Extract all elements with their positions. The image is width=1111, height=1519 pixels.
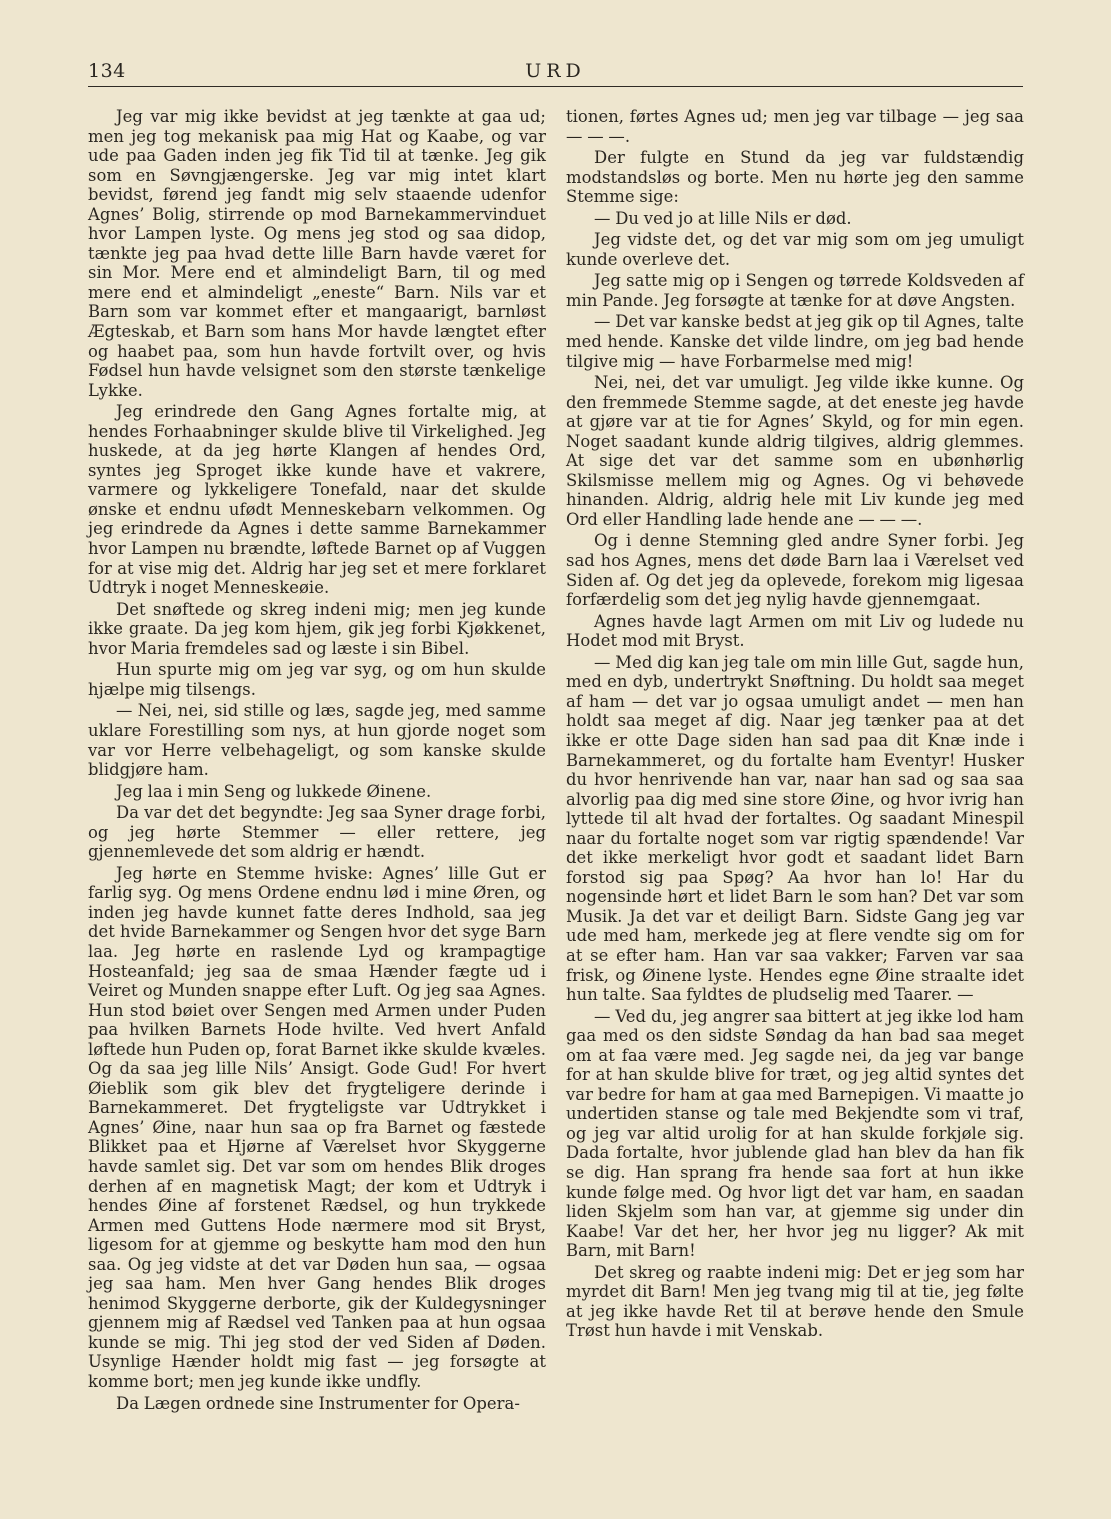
paragraph: — Du ved jo at lille Nils er død. [594, 208, 852, 228]
paragraph: Jeg laa i min Seng og lukkede Øinene. [116, 781, 432, 801]
paragraph: Der fulgte en Stund da jeg var fuldstændig modstandsløs og borte. Men nu hørte jeg den samme Stemme sige: [566, 148, 1024, 207]
paragraph: Da Lægen ordnede sine Instrumenter for Opera- [116, 1393, 520, 1413]
paragraph: tionen, førtes Agnes ud; men jeg var tilbage — jeg saa — — —. [566, 107, 1024, 146]
paragraph: Det skreg og raabte indeni mig: Det er jeg som har myrdet dit Barn! Men jeg tvang mig til at tie, jeg følte at jeg ikke havde Ret til at berøve hende den Smule Trøst hun havde i mit Venskab. [566, 1262, 1024, 1341]
paragraph: Nei, nei, det var umuligt. Jeg vilde ikke kunne. Og den fremmede Stemme sagde, at det eneste jeg havde at gjøre var at tie for Agnes’ Skyld, og for min egen. Noget saadant kunde aldrig tilgives, aldrig glemmes. At sige det var det samme som en ubønhørlig Skilsmisse mellem mig og Agnes. Og vi behøvede hinanden. Aldrig, aldrig hele mit Liv kunde jeg med Ord eller Handling lade hende ane — — —. [566, 373, 1024, 529]
paragraph: Jeg satte mig op i Sengen og tørrede Koldsveden af min Pande. Jeg forsøgte at tænke for at døve Angsten. [566, 271, 1024, 310]
paragraph: — Med dig kan jeg tale om min lille Gut, sagde hun, med en dyb, undertrykt Snøftning. Du holdt saa meget af ham — det var jo ogsaa umuligt andet — men han holdt saa meget af dig. Naar jeg tænker paa at det ikke er otte Dage siden han sad paa dit Knæ inde i Barnekammeret, og du fortalte ham Eventyr! Husker du hvor henrivende han var, naar han sad og saa saa alvorlig paa dig med sine store Øine, og hvor ivrig han lyttede til alt hvad der fortaltes. Og saadant Minespil naar du fortalte noget som var rigtig spændende! Var det ikke merkeligt hvor godt et saadant lidet Barn forstod sig paa Spøg? Aa hvor han lo! Har du nogensinde hørt et lidet Barn le som han? Det var som Musik. Ja det var et deiligt Barn. Sidste Gang jeg var ude med ham, merkede jeg at flere vendte sig om for at se efter ham. Han var saa vakker; Farven var saa frisk, og Øinene lyste. Hendes egne Øine straalte idet hun talte. Saa fyldtes de pludselig med Taarer. — [566, 652, 1024, 1005]
journal-title: URD [525, 60, 586, 82]
paragraph: Det snøftede og skreg indeni mig; men jeg kunde ikke graate. Da jeg kom hjem, gik jeg forbi Kjøkkenet, hvor Maria fremdeles sad og læste i sin Bibel. [88, 599, 546, 658]
page-header [88, 60, 1023, 87]
paragraph: Jeg vidste det, og det var mig som om jeg umuligt kunde overleve det. [566, 230, 1024, 269]
paragraph: — Det var kanske bedst at jeg gik op til Agnes, talte med hende. Kanske det vilde lindre, om jeg bad hende tilgive mig — have Forbarmelse med mig! [566, 312, 1024, 371]
left-column [88, 107, 546, 1415]
paragraph: — Nei, nei, sid stille og læs, sagde jeg, med samme uklare Forestilling som nys, at hun gjorde noget som var vor Herre velbehageligt, og som kanske skulde blidgjøre ham. [88, 701, 546, 780]
paragraph: Og i denne Stemning gled andre Syner forbi. Jeg sad hos Agnes, mens det døde Barn laa i Værelset ved Siden af. Og det jeg da oplevede, forekom mig ligesaa forfærdelig som det jeg nylig havde gjennemgaat. [566, 531, 1024, 610]
page-number: 134 [88, 60, 126, 82]
paragraph: Jeg erindrede den Gang Agnes fortalte mig, at hendes Forhaabninger skulde blive til Virkelighed. Jeg huskede, at da jeg hørte Klangen af hendes Ord, syntes jeg Sproget ikke kunde have et vakrere, varmere og lykkeligere Tonefald, naar det skulde ønske et endnu ufødt Menneskebarn velkommen. Og jeg erindrede da Agnes i dette samme Barnekammer hvor Lampen nu brændte, løftede Barnet op af Vuggen for at vise mig det. Aldrig har jeg set et mere forklaret Udtryk i noget Menneskeøie. [88, 402, 546, 598]
paragraph: Hun spurte mig om jeg var syg, og om hun skulde hjælpe mig tilsengs. [88, 660, 546, 699]
right-column [566, 107, 1024, 1343]
paragraph: — Ved du, jeg angrer saa bittert at jeg ikke lod ham gaa med os den sidste Søndag da han bad saa meget om at faa være med. Jeg sagde nei, da jeg var bange for at han skulde blive for træt, og jeg altid syntes det var bedre for ham at gaa med Barnepigen. Vi maatte jo undertiden stanse og tale med Bekjendte som vi traf, og jeg var altid urolig for at han skulde forkjøle sig. Dada fortalte, hvor jublende glad han blev da han fik se dig. Han sprang fra hende saa fort at hun ikke kunde følge med. Og hvor ligt det var ham, en saadan liden Skjelm som han var, at gjemme sig under din Kaabe! Var det her, her hvor jeg nu ligger? Ak mit Barn, mit Barn! [566, 1006, 1024, 1261]
paragraph: Jeg hørte en Stemme hviske: Agnes’ lille Gut er farlig syg. Og mens Ordene endnu lød i mine Øren, og inden jeg havde kunnet fatte deres Indhold, saa jeg det hvide Barnekammer og Sengen hvor det syge Barn laa. Jeg hørte en raslende Lyd og krampagtige Hosteanfald; jeg saa de smaa Hænder fægte ud i Veiret og Munden snappe efter Luft. Og jeg saa Agnes. Hun stod bøiet over Sengen med Armen under Puden paa hvilken Barnets Hode hvilte. Ved hvert Anfald løftede hun Puden op, forat Barnet ikke skulde kvæles. Og da saa jeg lille Nils’ Ansigt. Gode Gud! For hvert Øieblik som gik blev det frygteligere derinde i Barnekammeret. Det frygteligste var Udtrykket i Agnes’ Øine, naar hun saa op fra Barnet og fæstede Blikket paa et Hjørne af Værelset hvor Skyggerne havde samlet sig. Det var som om hendes Blik droges derhen af en magnetisk Magt; der kom et Udtryk i hendes Øine af forstenet Rædsel, og hun trykkede Armen med Guttens Hode nærmere mod sit Bryst, ligesom for at gjemme og beskytte ham mod den hun saa. Og jeg vidste at det var Døden hun saa, — ogsaa jeg saa ham. Men hver Gang hendes Blik droges henimod Skyggerne derborte, gik der Kuldegysninger gjennem mig af Rædsel ved Tanken paa at hun ogsaa kunde se mig. Thi jeg stod der ved Siden af Døden. Usynlige Hænder holdt mig fast — jeg forsøgte at komme bort; men jeg kunde ikke undfly. [88, 863, 546, 1391]
paragraph: Agnes havde lagt Armen om mit Liv og ludede nu Hodet mod mit Bryst. [566, 611, 1024, 651]
paragraph: Jeg var mig ikke bevidst at jeg tænkte at gaa ud; men jeg tog mekanisk paa mig Hat og Kaabe, og var ude paa Gaden inden jeg fik Tid til at tænke. Jeg gik som en Søvngjængerske. Jeg var mig intet klart bevidst, førend jeg fandt mig selv staaende udenfor Agnes’ Bolig, stirrende op mod Barnekammervinduet hvor Lampen lyste. Og mens jeg stod og saa didop, tænkte jeg paa hvad dette lille Barn havde været for sin Mor. Mere end et almindeligt Barn, til og med mere end et almindeligt „eneste“ Barn. Nils var et Barn som var kommet efter et mangaarigt, barnløst Ægteskab, et Barn som hans Mor havde længtet efter og haabet paa, som hun havde fortvilt over, og hvis Fødsel hun havde velsignet som den største tænkelige Lykke. [88, 107, 546, 400]
paragraph: Da var det det begyndte: Jeg saa Syner drage forbi, og jeg hørte Stemmer — eller rettere, jeg gjennemlevede det som aldrig er hændt. [88, 803, 546, 862]
